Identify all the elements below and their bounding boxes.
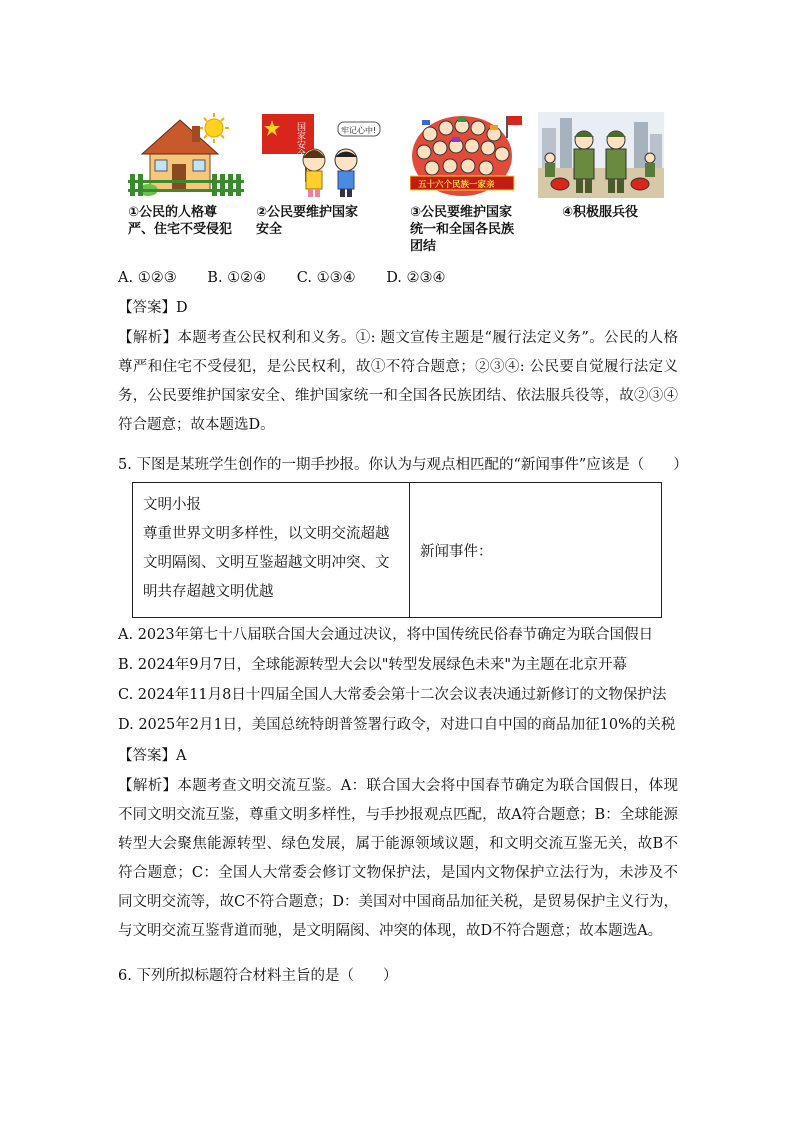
q5-option-b: B. 2024年9月7日，全球能源转型大会以"转型发展绿色未来"为主题在北京开幕 <box>118 657 628 673</box>
q4-analysis: 【解析】本题考查公民权利和义务。①: 题文宣传主题是“履行法定义务”。公民的人格尊严和住宅不受侵犯，是公民权利，故①不符合题意；②③④: 公民要自觉履行法定义务，公民要维护国家安全、维护国家统一和全国各民族团结、依法服兵役等，故②③④符合题意；故本题选D。 <box>118 330 678 433</box>
q5-option-a: A. 2023年第七十八届联合国大会通过决议，将中国传统民俗春节确定为联合国假日 <box>118 627 654 643</box>
unity-banner: 五十六个民族一家亲 <box>418 180 495 190</box>
picture-1 <box>128 112 254 238</box>
q4-option-a: A. ①②③ <box>118 270 177 286</box>
table-left-cell <box>133 483 410 617</box>
q4-option-d: D. ②③④ <box>386 270 446 286</box>
speech-bubble: 牢记心中! <box>341 126 377 135</box>
q5-answer: 【答案】A <box>118 748 187 764</box>
picture-2 <box>256 112 382 238</box>
q4-answer: 【答案】D <box>118 300 188 316</box>
picture-2-caption: ②公民要维护国家安全 <box>256 205 359 237</box>
q4-option-c: C. ①③④ <box>296 270 356 286</box>
table-left-text: 尊重世界文明多样性，以文明交流超越文明隔阂、文明互鉴超越文明冲突、文明共存超越文明优越 <box>143 526 390 600</box>
picture-4-caption: ④积极服兵役 <box>561 205 638 220</box>
q5-stem: 5. 下图是某班学生创作的一期手抄报。你认为与观点相匹配的“新闻事件”应该是（ ） <box>118 457 688 473</box>
q4-options <box>118 268 472 288</box>
house-icon <box>128 112 254 198</box>
children-flag-icon <box>256 112 382 198</box>
q5-option-d: D. 2025年2月1日，美国总统特朗普签署行政令，对进口自中国的商品加征10%的关税 <box>118 717 676 733</box>
soldiers-icon <box>538 112 664 198</box>
flag-text: 国家安全 <box>295 122 305 158</box>
q6-stem: 6. 下列所拟标题符合材料主旨的是（ ） <box>118 968 398 984</box>
table-left-title: 文明小报 <box>143 497 201 513</box>
table-right-cell <box>410 483 661 617</box>
ethnic-unity-icon <box>410 112 536 198</box>
picture-1-caption: ①公民的人格尊严、住宅不受侵犯 <box>128 205 233 237</box>
table-right-text: 新闻事件： <box>420 543 493 560</box>
q4-option-b: B. ①②④ <box>207 270 267 286</box>
q5-table <box>132 482 662 618</box>
q5-analysis: 【解析】本题考查文明交流互鉴。A：联合国大会将中国春节确定为联合国假日，体现不同文明交流互鉴，尊重文明多样性，与手抄报观点匹配，故A符合题意；B：全球能源转型大会聚焦能源转型、绿色发展，属于能源领域议题，和文明交流互鉴无关，故B不符合题意；C：全国人大常委会修订文物保护法，是国内文物保护立法行为，未涉及不同文明交流等，故C不符合题意；D：美国对中国商品加征关税，是贸易保护主义行为，与文明交流互鉴背道而驰，是文明隔阂、冲突的体现，故D不符合题意；故本题选A。 <box>118 778 678 939</box>
picture-4 <box>538 112 664 221</box>
picture-3-caption: ③公民要维护国家统一和全国各民族团结 <box>410 205 515 254</box>
q5-option-c: C. 2024年11月8日十四届全国人大常委会第十二次会议表决通过新修订的文物保护法 <box>118 687 667 703</box>
picture-strip <box>128 112 668 262</box>
picture-3 <box>410 112 536 255</box>
